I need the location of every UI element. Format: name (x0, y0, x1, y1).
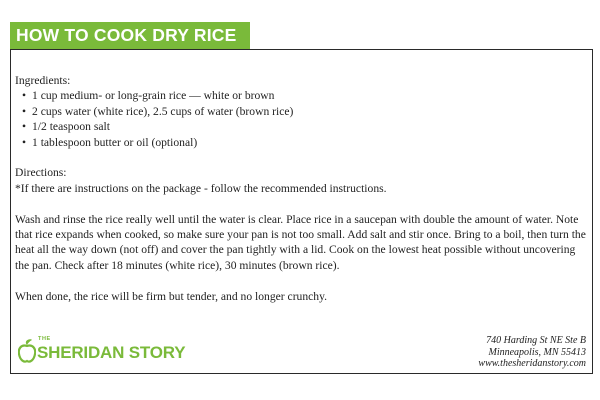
list-item: • 2 cups water (white rice), 2.5 cups of water (brown rice) (15, 104, 589, 119)
list-item: • 1/2 teaspoon salt (15, 119, 589, 134)
address-city: Minneapolis, MN 55413 (488, 346, 586, 358)
ingredients-label: Ingredients: (15, 74, 71, 87)
website-text: www.thesheridanstory.com (478, 358, 586, 369)
address-street: 740 Harding St NE Ste B (486, 335, 586, 346)
directions-paragraph: When done, the rice will be firm but tender, and no longer crunchy. (15, 289, 328, 303)
recipe-card (10, 49, 593, 374)
page-title: HOW TO COOK DRY RICE (10, 22, 250, 49)
directions-note: *If there are instructions on the package - follow the recommended instructions. (15, 181, 387, 195)
list-item: • 1 cup medium- or long-grain rice — white or brown (15, 88, 589, 103)
address-block (478, 335, 586, 370)
list-item: • 1 tablespoon butter or oil (optional) (15, 135, 589, 150)
recipe-body (15, 73, 589, 304)
logo-name: SHERIDAN STORY (37, 343, 186, 362)
directions-label: Directions: (15, 166, 67, 180)
directions-paragraph: Wash and rinse the rice really well until the water is clear. Place rice in a saucepan with double the amount of water. Note that rice expands when cooked, so make sure your pan is not too small. Add salt and stir once. Bring to a boil, then turn the heat all the way down (not off) and cover the pan tightly with a lid. Cook on the lowest heat possible without uncovering the pan. Check after 18 minutes (white rice), 30 minutes (brown rice). (15, 212, 586, 272)
ingredients-list (15, 88, 589, 150)
logo-the: THE (38, 336, 51, 342)
apple-leaf-icon (18, 338, 36, 364)
sheridan-story-logo (18, 335, 198, 369)
